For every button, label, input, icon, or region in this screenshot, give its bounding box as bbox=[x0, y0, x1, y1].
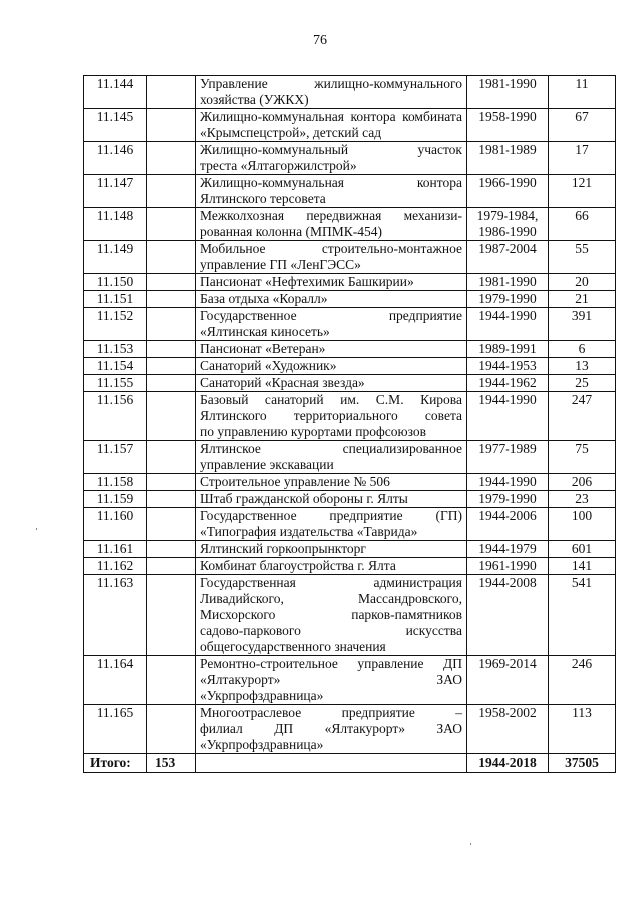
name-line: «Крымспецстрой», детский сад bbox=[200, 125, 382, 140]
name-line: садово-паркового искусства bbox=[200, 623, 462, 638]
row-number: 11.150 bbox=[84, 274, 147, 291]
date-line: 1944-1990 bbox=[478, 308, 537, 323]
name-line: «Ялтакурорт» ЗАО bbox=[200, 672, 462, 687]
name-line: Мобильное строительно-монтажное bbox=[200, 241, 462, 256]
table-row bbox=[84, 575, 616, 656]
date-range bbox=[467, 241, 549, 274]
total-label: Итого: bbox=[84, 754, 147, 773]
name-line: Ремонтно-строительное управление ДП bbox=[200, 656, 462, 671]
fund-number-cell bbox=[147, 358, 196, 375]
fund-number-cell bbox=[147, 656, 196, 705]
name-line: Жилищно-коммунальный участок bbox=[200, 142, 462, 157]
date-range bbox=[467, 76, 549, 109]
date-range bbox=[467, 142, 549, 175]
table-row bbox=[84, 341, 616, 358]
name-line: Ялтинский горкоопрынкторг bbox=[200, 541, 366, 556]
item-count: 247 bbox=[549, 392, 616, 441]
name-line: Многоотраслевое предприятие – bbox=[200, 705, 462, 720]
fund-number-cell bbox=[147, 474, 196, 491]
name-line: Пансионат «Нефтехимик Башкирии» bbox=[200, 274, 414, 289]
item-count: 6 bbox=[549, 341, 616, 358]
item-count: 17 bbox=[549, 142, 616, 175]
item-count: 11 bbox=[549, 76, 616, 109]
fund-number-cell bbox=[147, 341, 196, 358]
name-line: Штаб гражданской обороны г. Ялты bbox=[200, 491, 408, 506]
table-row bbox=[84, 558, 616, 575]
date-line: 1958-1990 bbox=[478, 109, 537, 124]
item-count: 23 bbox=[549, 491, 616, 508]
date-range bbox=[467, 175, 549, 208]
row-number: 11.149 bbox=[84, 241, 147, 274]
row-number: 11.165 bbox=[84, 705, 147, 754]
table-row bbox=[84, 392, 616, 441]
date-line: 1979-1990 bbox=[478, 491, 537, 506]
name-line: Санаторий «Красная звезда» bbox=[200, 375, 365, 390]
item-count: 55 bbox=[549, 241, 616, 274]
table-row bbox=[84, 308, 616, 341]
row-number: 11.147 bbox=[84, 175, 147, 208]
table-row bbox=[84, 541, 616, 558]
date-range bbox=[467, 341, 549, 358]
organization-name bbox=[196, 358, 467, 375]
name-line: Ялтинского территориального совета bbox=[200, 408, 462, 423]
item-count: 246 bbox=[549, 656, 616, 705]
date-range bbox=[467, 308, 549, 341]
organization-name bbox=[196, 241, 467, 274]
fund-number-cell bbox=[147, 241, 196, 274]
row-number: 11.152 bbox=[84, 308, 147, 341]
scan-speck bbox=[470, 843, 471, 845]
organization-name bbox=[196, 541, 467, 558]
name-line: Жилищно-коммунальная контора комбината bbox=[200, 109, 462, 124]
fund-number-cell bbox=[147, 441, 196, 474]
row-number: 11.148 bbox=[84, 208, 147, 241]
name-line: «Ялтинская киносеть» bbox=[200, 324, 330, 339]
scan-speck bbox=[36, 528, 37, 530]
total-years: 1944-2018 bbox=[467, 754, 549, 773]
table-row bbox=[84, 274, 616, 291]
fund-number-cell bbox=[147, 175, 196, 208]
item-count: 75 bbox=[549, 441, 616, 474]
item-count: 20 bbox=[549, 274, 616, 291]
name-line: Ливадийского, Массандровского, bbox=[200, 591, 462, 606]
item-count: 67 bbox=[549, 109, 616, 142]
organization-name bbox=[196, 474, 467, 491]
name-line: Базовый санаторий им. С.М. Кирова bbox=[200, 392, 462, 407]
name-line: «Укрпрофздравница» bbox=[200, 688, 324, 703]
date-line: 1966-1990 bbox=[478, 175, 537, 190]
name-line: Управление жилищно-коммунального bbox=[200, 76, 462, 91]
organization-name bbox=[196, 575, 467, 656]
name-line: Пансионат «Ветеран» bbox=[200, 341, 326, 356]
date-line: 1944-1953 bbox=[478, 358, 537, 373]
date-line: 1977-1989 bbox=[478, 441, 537, 456]
row-number: 11.144 bbox=[84, 76, 147, 109]
date-line: 1989-1991 bbox=[478, 341, 537, 356]
fund-number-cell bbox=[147, 541, 196, 558]
organization-name bbox=[196, 656, 467, 705]
row-number: 11.146 bbox=[84, 142, 147, 175]
date-range bbox=[467, 274, 549, 291]
name-line: филиал ДП «Ялтакурорт» ЗАО bbox=[200, 721, 462, 736]
organization-name bbox=[196, 341, 467, 358]
row-number: 11.159 bbox=[84, 491, 147, 508]
fund-number-cell bbox=[147, 291, 196, 308]
date-range bbox=[467, 541, 549, 558]
total-count: 37505 bbox=[549, 754, 616, 773]
item-count: 113 bbox=[549, 705, 616, 754]
name-line: База отдыха «Коралл» bbox=[200, 291, 328, 306]
date-line: 1969-2014 bbox=[478, 656, 537, 671]
date-line: 1944-1990 bbox=[478, 392, 537, 407]
organization-name bbox=[196, 508, 467, 541]
total-blank-cell bbox=[196, 754, 467, 773]
table-row bbox=[84, 705, 616, 754]
table-row bbox=[84, 208, 616, 241]
row-number: 11.154 bbox=[84, 358, 147, 375]
item-count: 13 bbox=[549, 358, 616, 375]
table-row bbox=[84, 291, 616, 308]
date-range bbox=[467, 441, 549, 474]
row-number: 11.153 bbox=[84, 341, 147, 358]
name-line: хозяйства (УЖКХ) bbox=[200, 92, 309, 107]
table-row bbox=[84, 358, 616, 375]
organization-name bbox=[196, 175, 467, 208]
fund-number-cell bbox=[147, 705, 196, 754]
item-count: 66 bbox=[549, 208, 616, 241]
name-line: Жилищно-коммунальная контора bbox=[200, 175, 462, 190]
table-row bbox=[84, 109, 616, 142]
table-row bbox=[84, 474, 616, 491]
organization-name bbox=[196, 392, 467, 441]
row-number: 11.163 bbox=[84, 575, 147, 656]
name-line: треста «Ялтагоржилстрой» bbox=[200, 158, 357, 173]
row-number: 11.155 bbox=[84, 375, 147, 392]
fund-number-cell bbox=[147, 392, 196, 441]
row-number: 11.160 bbox=[84, 508, 147, 541]
name-line: Мисхорского парков-памятников bbox=[200, 607, 462, 622]
date-line: 1981-1989 bbox=[478, 142, 537, 157]
organization-name bbox=[196, 375, 467, 392]
date-range bbox=[467, 291, 549, 308]
table-row bbox=[84, 441, 616, 474]
name-line: Санаторий «Художник» bbox=[200, 358, 337, 373]
name-line: по управлению курортами профсоюзов bbox=[200, 424, 426, 439]
organization-name bbox=[196, 308, 467, 341]
fund-number-cell bbox=[147, 491, 196, 508]
date-line: 1961-1990 bbox=[478, 558, 537, 573]
date-range bbox=[467, 375, 549, 392]
date-line: 1944-2006 bbox=[478, 508, 537, 523]
organization-name bbox=[196, 109, 467, 142]
date-line: 1979-1990 bbox=[478, 291, 537, 306]
date-range bbox=[467, 558, 549, 575]
name-line: Межколхозная передвижная механизи- bbox=[200, 208, 462, 223]
date-range bbox=[467, 109, 549, 142]
row-number: 11.156 bbox=[84, 392, 147, 441]
item-count: 21 bbox=[549, 291, 616, 308]
row-number: 11.151 bbox=[84, 291, 147, 308]
date-range bbox=[467, 508, 549, 541]
table-row bbox=[84, 142, 616, 175]
archive-funds-table bbox=[83, 75, 616, 773]
organization-name bbox=[196, 705, 467, 754]
name-line: рованная колонна (МПМК-454) bbox=[200, 224, 382, 239]
item-count: 541 bbox=[549, 575, 616, 656]
table-row bbox=[84, 656, 616, 705]
date-range bbox=[467, 491, 549, 508]
fund-number-cell bbox=[147, 274, 196, 291]
row-number: 11.158 bbox=[84, 474, 147, 491]
date-range bbox=[467, 705, 549, 754]
organization-name bbox=[196, 441, 467, 474]
fund-number-cell bbox=[147, 558, 196, 575]
organization-name bbox=[196, 491, 467, 508]
fund-number-cell bbox=[147, 208, 196, 241]
organization-name bbox=[196, 291, 467, 308]
fund-number-cell bbox=[147, 308, 196, 341]
organization-name bbox=[196, 76, 467, 109]
name-line: Государственная администрация bbox=[200, 575, 462, 590]
date-line: 1987-2004 bbox=[478, 241, 537, 256]
date-line: 1958-2002 bbox=[478, 705, 537, 720]
page-number: 76 bbox=[313, 33, 327, 48]
date-range bbox=[467, 208, 549, 241]
date-line: 1944-2008 bbox=[478, 575, 537, 590]
table-body bbox=[84, 76, 616, 773]
name-line: общегосударственного значения bbox=[200, 639, 386, 654]
date-range bbox=[467, 656, 549, 705]
date-line: 1979-1984, bbox=[476, 208, 539, 223]
name-line: «Укрпрофздравница» bbox=[200, 737, 324, 752]
table-row bbox=[84, 175, 616, 208]
row-number: 11.157 bbox=[84, 441, 147, 474]
date-line: 1981-1990 bbox=[478, 274, 537, 289]
name-line: «Типография издательства «Таврида» bbox=[200, 524, 418, 539]
table-row bbox=[84, 508, 616, 541]
item-count: 391 bbox=[549, 308, 616, 341]
table-row bbox=[84, 491, 616, 508]
item-count: 141 bbox=[549, 558, 616, 575]
row-number: 11.145 bbox=[84, 109, 147, 142]
table-row bbox=[84, 241, 616, 274]
fund-number-cell bbox=[147, 76, 196, 109]
name-line: Комбинат благоустройства г. Ялта bbox=[200, 558, 396, 573]
fund-number-cell bbox=[147, 575, 196, 656]
organization-name bbox=[196, 208, 467, 241]
row-number: 11.164 bbox=[84, 656, 147, 705]
date-line: 1944-1979 bbox=[478, 541, 537, 556]
item-count: 121 bbox=[549, 175, 616, 208]
name-line: Строительное управление № 506 bbox=[200, 474, 390, 489]
item-count: 25 bbox=[549, 375, 616, 392]
name-line: управление экскавации bbox=[200, 457, 334, 472]
name-line: Ялтинского терсовета bbox=[200, 191, 326, 206]
date-line: 1944-1962 bbox=[478, 375, 537, 390]
date-range bbox=[467, 358, 549, 375]
table-row bbox=[84, 375, 616, 392]
organization-name bbox=[196, 142, 467, 175]
total-funds: 153 bbox=[147, 754, 196, 773]
date-range bbox=[467, 392, 549, 441]
fund-number-cell bbox=[147, 142, 196, 175]
date-line: 1986-1990 bbox=[478, 224, 537, 239]
name-line: Государственное предприятие bbox=[200, 308, 462, 323]
fund-number-cell bbox=[147, 508, 196, 541]
date-range bbox=[467, 474, 549, 491]
fund-number-cell bbox=[147, 375, 196, 392]
name-line: управление ГП «ЛенГЭСС» bbox=[200, 257, 361, 272]
table-row bbox=[84, 76, 616, 109]
name-line: Государственное предприятие (ГП) bbox=[200, 508, 462, 523]
date-line: 1944-1990 bbox=[478, 474, 537, 489]
date-line: 1981-1990 bbox=[478, 76, 537, 91]
item-count: 100 bbox=[549, 508, 616, 541]
total-row bbox=[84, 754, 616, 773]
row-number: 11.161 bbox=[84, 541, 147, 558]
row-number: 11.162 bbox=[84, 558, 147, 575]
date-range bbox=[467, 575, 549, 656]
fund-number-cell bbox=[147, 109, 196, 142]
item-count: 206 bbox=[549, 474, 616, 491]
item-count: 601 bbox=[549, 541, 616, 558]
name-line: Ялтинское специализированное bbox=[200, 441, 462, 456]
organization-name bbox=[196, 274, 467, 291]
organization-name bbox=[196, 558, 467, 575]
